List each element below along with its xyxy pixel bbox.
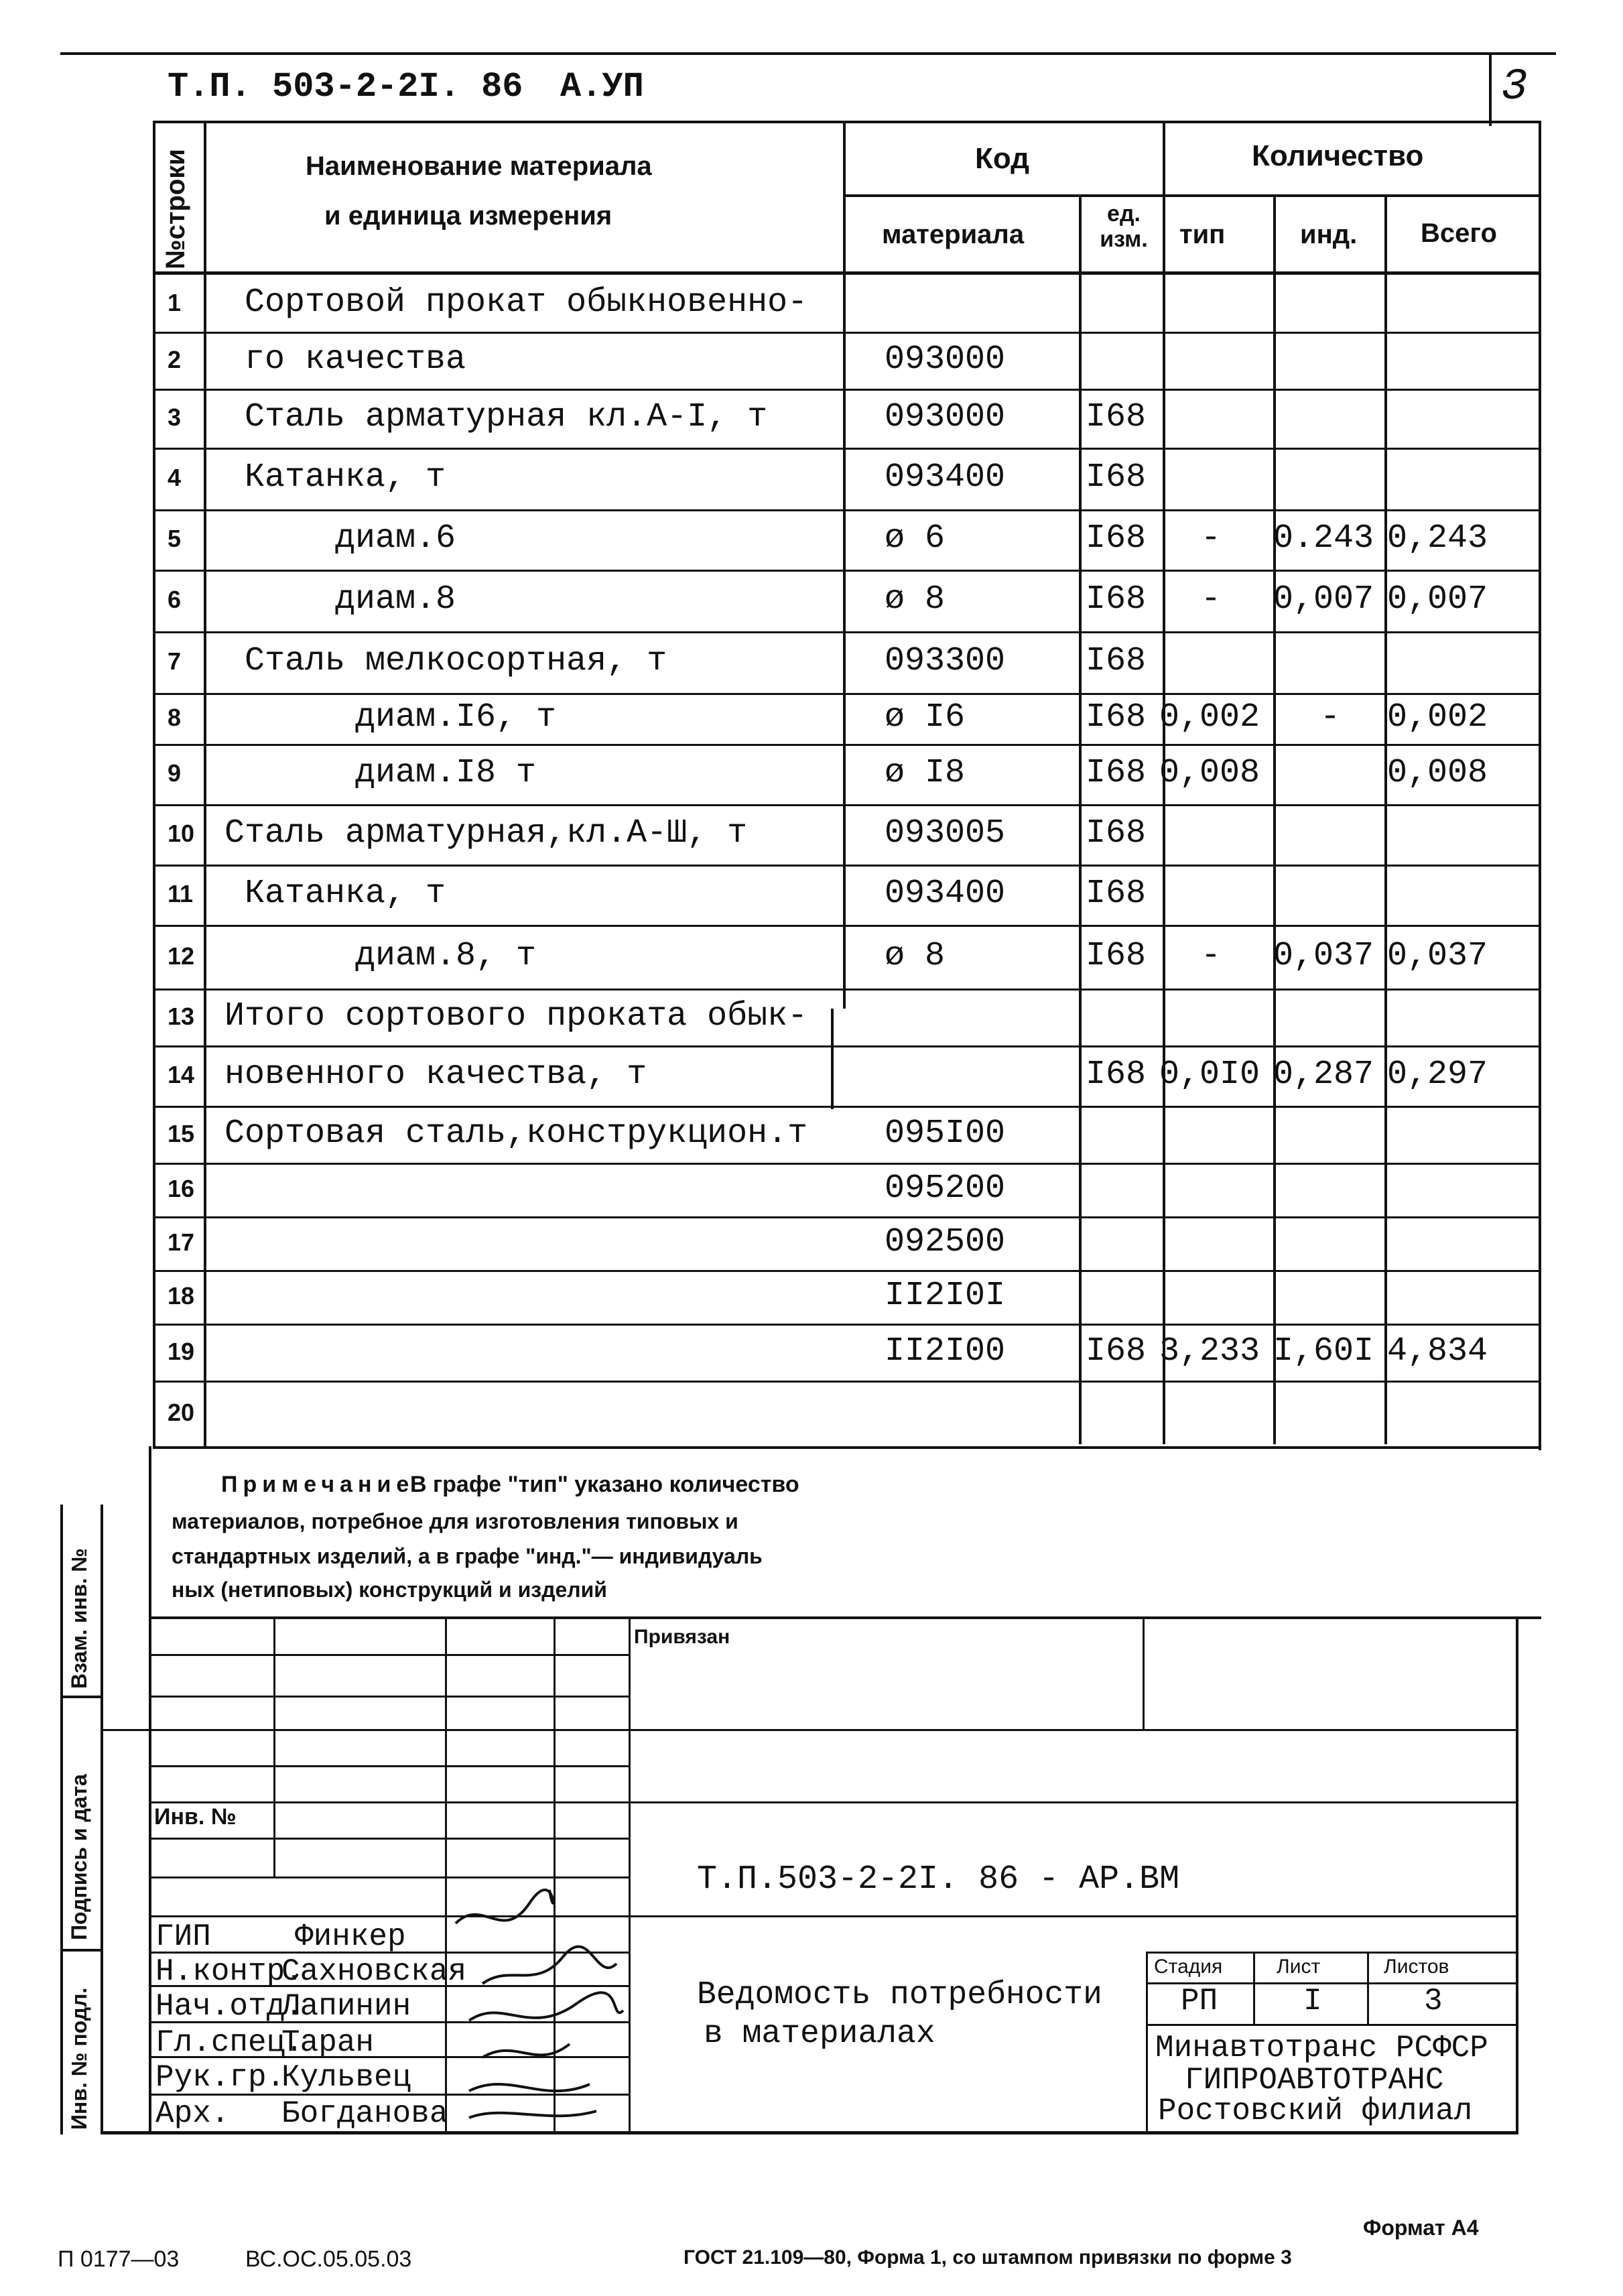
margin-sep-2	[60, 1949, 103, 1952]
qty-total: 0,297	[1387, 1056, 1488, 1094]
margin-strip-right	[101, 1505, 103, 2134]
material-name: Катанка, т	[245, 875, 446, 913]
signer-name: Богданова	[281, 2096, 448, 2131]
grid-h2	[149, 1696, 629, 1698]
sheet-label: Лист	[1277, 1956, 1321, 1978]
material-code: II2I00	[885, 1332, 1006, 1370]
row-number: 14	[168, 1061, 195, 1088]
note-line-1: В графе "тип" указано количество	[410, 1472, 799, 1497]
col-sep-ind	[1384, 194, 1387, 1444]
signer-role: Арх.	[155, 2096, 230, 2131]
signer-name: Таран	[281, 2025, 375, 2060]
table-left-border	[153, 121, 155, 1448]
row-number: 1	[168, 288, 182, 316]
footer-left-2: ВС.ОС.05.05.03	[245, 2246, 412, 2272]
signer-name: Сахновская	[281, 1954, 467, 1989]
stage-sep-1	[1253, 1952, 1255, 2024]
row-number: 18	[168, 1282, 195, 1310]
signer-role: Рук.гр.	[155, 2060, 285, 2095]
org-line-2: ГИПРОАВТОТРАНС	[1185, 2063, 1444, 2098]
signer-name: Финкер	[295, 1919, 406, 1954]
qty-ind: 0.243	[1273, 519, 1374, 558]
stamp-bottom-border	[101, 2131, 1518, 2134]
stage-sep-2	[1367, 1952, 1369, 2024]
stamp-left-border	[149, 1446, 151, 2134]
footer-left-1: П 0177—03	[58, 2246, 180, 2272]
margin-strip-left	[60, 1505, 63, 2134]
header-mid-line	[843, 194, 1541, 197]
material-name: диам.I8 т	[355, 754, 537, 792]
stage-left	[1146, 1952, 1148, 2131]
side-label-vzam: Взам. инв. №	[67, 1548, 91, 1689]
col-row-no-header: №строки	[161, 149, 190, 269]
signer-name: Кульвец	[281, 2060, 411, 2095]
row-number: 19	[168, 1337, 195, 1365]
signer-role: Нач.отд.	[155, 1989, 304, 2024]
qty-total: 0,008	[1387, 754, 1488, 792]
row-line	[153, 693, 1541, 695]
row-number: 13	[168, 1002, 195, 1030]
row-line	[153, 804, 1541, 806]
note-line-4: ных (нетиповых) конструкций и изделий	[172, 1578, 607, 1602]
unit-code: I68	[1086, 642, 1147, 680]
material-code: 095I00	[885, 1114, 1006, 1153]
sheets-value: 3	[1424, 1984, 1443, 2019]
row-line	[153, 1106, 1541, 1108]
qty-total: 0,007	[1387, 580, 1488, 619]
grid-h7	[149, 1876, 629, 1878]
material-name: диам.I6, т	[355, 698, 557, 737]
signer-name: Лапинин	[281, 1989, 411, 2024]
col-code-header: Код	[975, 142, 1030, 175]
material-name: Сталь арматурная кл.А-I, т	[245, 398, 768, 436]
side-label-podpis: Подпись и дата	[67, 1774, 91, 1940]
row-number: 9	[168, 759, 182, 787]
material-code: ø I8	[885, 754, 966, 792]
qty-total: 0,002	[1387, 698, 1488, 737]
qty-ind: 0,007	[1273, 580, 1374, 619]
grid-h1	[149, 1654, 629, 1656]
unit-code: I68	[1086, 875, 1147, 913]
row-line	[153, 744, 1541, 746]
org-line-1: Минавтотранс РСФСР	[1155, 2031, 1488, 2065]
org-line-3: Ростовский филиал	[1158, 2094, 1473, 2128]
col-code-material-header: материала	[882, 220, 1025, 249]
row-number: 6	[168, 586, 182, 613]
note-title: Примечание	[221, 1472, 415, 1497]
material-name: Сортовой прокат обыкновенно-	[245, 283, 808, 322]
stamp-right-border	[1516, 1616, 1518, 2134]
sheets-label: Листов	[1384, 1956, 1449, 1978]
col-sep-name	[843, 121, 846, 1009]
col-qty-header: Количество	[1252, 139, 1424, 172]
grid-h6	[149, 1838, 629, 1840]
grid-h5	[149, 1801, 1518, 1803]
material-code: ø 8	[885, 936, 946, 975]
signature-scribbles	[442, 1883, 643, 2131]
row-line	[153, 1216, 1541, 1218]
unit-code: I68	[1086, 698, 1147, 737]
stamp-doc-code: Т.П.503-2-2I. 86 - АР.ВМ	[697, 1860, 1180, 1899]
material-name: Сталь мелкосортная, т	[245, 642, 667, 680]
col-sep-name-lower	[831, 1009, 834, 1109]
grid-v5	[1143, 1616, 1145, 1729]
row-line	[153, 1163, 1541, 1165]
row-number: 12	[168, 942, 195, 970]
title-line-2: в материалах	[704, 2016, 935, 2052]
col-qty-typ-header: тип	[1179, 220, 1226, 249]
unit-code: I68	[1086, 754, 1147, 792]
unit-code: I68	[1086, 814, 1147, 852]
material-name: го качества	[245, 340, 466, 379]
row-number: 11	[168, 880, 194, 907]
col-sep-code	[1079, 194, 1082, 1444]
material-name: диам.6	[335, 519, 456, 558]
title-line-1: Ведомость потребности	[697, 1977, 1102, 2013]
material-code: 093000	[885, 340, 1006, 379]
qty-ind: I,60I	[1273, 1332, 1374, 1370]
table-right-border	[1539, 121, 1541, 1450]
signer-role: Н.контр.	[155, 1954, 304, 1989]
qty-typ: -	[1201, 519, 1222, 558]
col-sep-num	[204, 121, 206, 1448]
margin-sep-1	[60, 1696, 103, 1698]
row-number: 7	[168, 647, 182, 675]
privyazan-label: Привязан	[634, 1626, 730, 1648]
row-line	[153, 1381, 1541, 1383]
row-number: 17	[168, 1228, 195, 1256]
header-bottom-line	[153, 271, 1541, 275]
unit-code: I68	[1086, 458, 1147, 497]
section-code: А.УП	[560, 67, 644, 107]
stage-value: РП	[1181, 1984, 1218, 2019]
row-line	[153, 1324, 1541, 1326]
grid-h8	[149, 1915, 1518, 1917]
grid-h3	[101, 1729, 1518, 1731]
footer-format: Формат А4	[1363, 2216, 1479, 2240]
stage-label: Стадия	[1154, 1956, 1223, 1978]
unit-code: I68	[1086, 519, 1147, 558]
row-number: 2	[168, 345, 182, 373]
row-line	[153, 925, 1541, 927]
top-border	[60, 52, 1556, 55]
row-number: 3	[168, 403, 182, 431]
qty-total: 4,834	[1387, 1332, 1488, 1370]
material-name: Сортовая сталь,конструкцион.т	[224, 1114, 808, 1153]
qty-typ: 0,008	[1159, 754, 1260, 792]
material-code: 093005	[885, 814, 1006, 852]
material-name: диам.8, т	[355, 936, 537, 975]
row-line	[153, 570, 1541, 572]
row-number: 16	[168, 1175, 195, 1202]
col-name-header-1: Наименование материала	[306, 151, 652, 181]
grid-h4	[149, 1765, 629, 1767]
note-line-2: материалов, потребное для изготовления типовых и	[172, 1509, 738, 1533]
material-code: ø 8	[885, 580, 946, 619]
footer-gost: ГОСТ 21.109—80, Форма 1, со штампом привязки по форме 3	[684, 2246, 1292, 2269]
material-name: Итого сортового проката обык-	[224, 997, 808, 1035]
row-number: 10	[168, 820, 195, 847]
qty-ind: -	[1320, 698, 1341, 737]
material-name: Катанка, т	[245, 458, 446, 497]
table-bottom-border	[153, 1446, 1541, 1449]
row-line	[153, 448, 1541, 450]
row-line	[153, 1270, 1541, 1272]
col-qty-total-header: Всего	[1421, 218, 1497, 248]
material-code: 093400	[885, 875, 1006, 913]
doc-code: Т.П. 503-2-2I. 86	[168, 67, 523, 107]
qty-typ: -	[1201, 936, 1222, 975]
unit-code: I68	[1086, 936, 1147, 975]
sheet-value: I	[1303, 1984, 1322, 2019]
col-code-unit-header: ед. изм.	[1100, 201, 1148, 252]
signer-role: Гл.спец.	[155, 2025, 304, 2060]
row-line	[153, 389, 1541, 391]
row-line	[153, 865, 1541, 867]
material-code: 092500	[885, 1223, 1006, 1261]
material-name: Сталь арматурная,кл.А-Ш, т	[224, 814, 748, 852]
material-code: 095200	[885, 1169, 1006, 1208]
unit-code: I68	[1086, 398, 1147, 436]
col-sep-typ	[1273, 194, 1276, 1444]
material-code: ø I6	[885, 698, 966, 737]
row-line	[153, 1045, 1541, 1047]
row-line	[153, 988, 1541, 991]
inv-no-label: Инв. №	[154, 1804, 237, 1830]
row-line	[153, 332, 1541, 334]
side-label-inv-podl: Инв. № подл.	[67, 1987, 91, 2130]
material-code: ø 6	[885, 519, 946, 558]
row-number: 20	[168, 1399, 195, 1426]
qty-typ: 0,0I0	[1159, 1056, 1260, 1094]
stage-top	[1146, 1952, 1518, 1954]
table-top-border	[153, 121, 1541, 123]
qty-ind: 0,287	[1273, 1056, 1374, 1094]
material-name: новенного качества, т	[224, 1056, 647, 1094]
row-line	[153, 509, 1541, 511]
stamp-top-border	[149, 1616, 1541, 1619]
unit-code: I68	[1086, 1332, 1147, 1370]
row-number: 8	[168, 704, 182, 731]
row-number: 15	[168, 1119, 195, 1147]
qty-total: 0,243	[1387, 519, 1488, 558]
col-qty-ind-header: инд.	[1300, 220, 1358, 249]
page-number: 3	[1501, 62, 1528, 112]
material-code: 093000	[885, 398, 1006, 436]
qty-ind: 0,037	[1273, 936, 1374, 975]
material-code: II2I0I	[885, 1277, 1006, 1315]
row-number: 5	[168, 525, 182, 552]
unit-code: I68	[1086, 1056, 1147, 1094]
note-line-3: стандартных изделий, а в графе "инд."— индивидуаль	[172, 1544, 763, 1568]
qty-typ: -	[1201, 580, 1222, 619]
qty-total: 0,037	[1387, 936, 1488, 975]
qty-typ: 3,233	[1159, 1332, 1260, 1370]
page-box-left	[1489, 52, 1492, 126]
row-line	[153, 631, 1541, 633]
unit-code: I68	[1086, 580, 1147, 619]
row-number: 4	[168, 464, 182, 491]
material-code: 093400	[885, 458, 1006, 497]
stage-bottom	[1146, 2024, 1518, 2026]
qty-typ: 0,002	[1159, 698, 1260, 737]
signer-role: ГИП	[155, 1919, 211, 1954]
material-code: 093300	[885, 642, 1006, 680]
col-name-header-2: и единица измерения	[324, 201, 612, 231]
material-name: диам.8	[335, 580, 456, 619]
